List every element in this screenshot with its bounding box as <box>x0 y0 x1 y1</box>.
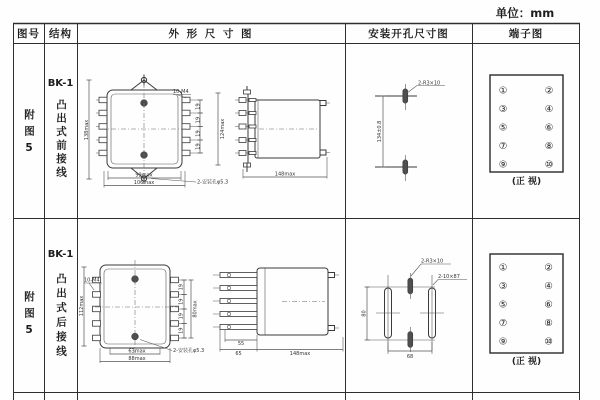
terminal-pitch-dim: 19 <box>195 130 202 137</box>
terminal-number: ① <box>498 262 508 274</box>
row1-structure: 凸出式前接线 <box>55 99 67 180</box>
rear-view-drawing <box>79 260 204 363</box>
header-terminal-diagram: 端子图 <box>508 28 544 40</box>
terminal-number: ① <box>498 85 508 97</box>
screw-spec-label: 10-M4 <box>173 89 189 95</box>
depth-dim: 148max <box>289 351 311 357</box>
terminal-pitch-dim: 19 <box>195 103 202 110</box>
terminal-pitch-dim: 19 <box>178 327 185 334</box>
terminal-pitch-dim: 19 <box>178 298 185 305</box>
inner-width-dim: 63max <box>128 348 146 355</box>
terminal-pitch-dim: 19 <box>178 284 185 291</box>
mounting-hole-label: 2-安装孔φ5.3 <box>173 348 205 354</box>
overall-height-dim: 112max <box>78 295 85 317</box>
screw-spec-label: 10-M4 <box>84 277 100 284</box>
terminal-number: ⑩ <box>544 336 553 348</box>
terminal-number: ⑨ <box>498 336 508 348</box>
mounting-hole-drawing <box>375 81 445 182</box>
view-caption: (正 视) <box>511 357 542 367</box>
terminal-number: ④ <box>544 104 554 115</box>
terminal-number: ⑧ <box>544 318 553 329</box>
row1-mounting-drawing <box>345 43 472 218</box>
overall-width-dim: 88max <box>128 356 146 362</box>
row1-figure-no: 附图5 <box>23 109 35 160</box>
depth-dim: 148max <box>274 171 296 178</box>
terminal-pitch-dim: 19 <box>178 313 185 320</box>
header-figure-no: 图号 <box>17 28 40 40</box>
pin-length-dim: 55 <box>237 341 245 347</box>
row1-terminal-diagram <box>472 43 580 218</box>
terminal-number: ⑨ <box>498 159 508 171</box>
terminal-number: ⑥ <box>544 122 554 134</box>
row1-model: BK-1 <box>47 78 74 89</box>
vertical-spacing-dim: 80 <box>361 310 368 317</box>
slot-spec-label: 2-R3×10 <box>421 258 444 265</box>
terminal-pitch-dim: 19 <box>195 143 202 150</box>
side-view-drawing <box>235 86 330 179</box>
terminal-number: ⑤ <box>498 299 508 311</box>
row2-structure: 凸出式后接线 <box>55 273 67 360</box>
overall-height-dim: 138max <box>84 119 90 141</box>
row2-model: BK-1 <box>47 249 74 260</box>
terminal-number: ② <box>544 262 553 274</box>
row1-outline-drawing <box>77 43 345 218</box>
row2-terminal-diagram <box>472 218 580 392</box>
terminal-number: ④ <box>544 281 553 292</box>
terminal-number: ⑦ <box>498 318 508 329</box>
terminal-number: ⑩ <box>544 159 554 171</box>
mounting-hole-drawing <box>362 259 468 361</box>
front-view-drawing <box>84 75 228 188</box>
unit-label: 单位：mm <box>495 6 555 20</box>
mounting-hole-label: 2-安装孔φ5.3 <box>197 179 229 186</box>
slot-spec-label: 2-R3×10 <box>418 80 441 87</box>
terminal-span-dim: 80max <box>192 300 199 318</box>
horizontal-spacing-dim: 68 <box>406 354 414 360</box>
header-outline-dims: 外 形 尺 寸 图 <box>168 28 254 40</box>
view-caption: (正 视) <box>511 177 542 187</box>
terminal-number: ③ <box>498 104 508 115</box>
terminal-span-dim: 124max <box>220 118 226 140</box>
row2-outline-drawing <box>77 218 345 392</box>
terminal-number: ⑦ <box>498 141 508 152</box>
side-view-drawing <box>213 268 343 357</box>
header-mounting-dims: 安装开孔尺寸图 <box>368 28 449 40</box>
terminal-pitch-dim: 19 <box>195 116 202 124</box>
overall-width-dim: 106max <box>133 179 155 186</box>
base-length-dim: 65 <box>235 351 242 357</box>
terminal-number: ⑧ <box>544 141 554 152</box>
terminal-number: ⑥ <box>544 299 553 311</box>
row2-figure-no: 附图5 <box>23 291 35 342</box>
terminal-number: ⑤ <box>498 122 508 134</box>
terminal-number: ③ <box>498 281 508 292</box>
row2-mounting-drawing <box>345 218 472 392</box>
terminal-number: ② <box>544 85 554 97</box>
long-slot-spec-label: 2-10×87 <box>438 274 460 280</box>
hole-spacing-dim: 134±0.8 <box>377 120 383 143</box>
header-structure: 结构 <box>49 28 72 40</box>
inner-width-dim: 99max <box>135 172 153 179</box>
